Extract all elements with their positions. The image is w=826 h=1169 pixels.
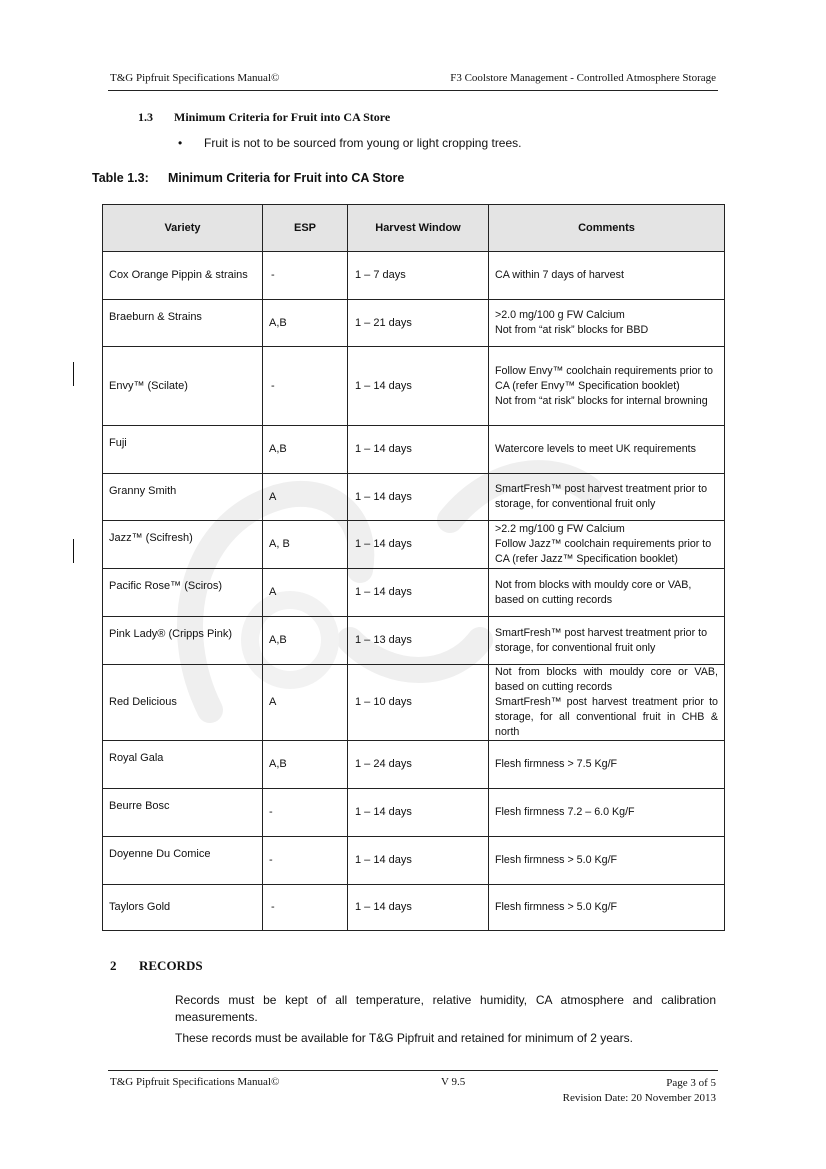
esp-cell: - [263,347,348,426]
footer-page-info [563,1076,716,1106]
esp-cell: A, B [263,521,348,569]
comments-cell: CA within 7 days of harvest [489,252,725,300]
table-row [103,474,725,521]
comments-cell: SmartFresh™ post harvest treatment prior to storage, for conventional fruit only [489,617,725,665]
esp-cell: A,B [263,741,348,789]
variety-cell: Red Delicious [103,665,263,741]
revision-change-bar [73,539,74,563]
esp-cell: A,B [263,300,348,347]
section-heading [138,110,390,125]
comments-cell: Not from blocks with mouldy core or VAB, based on cutting records SmartFresh™ post harvest treatment prior to storage, for all conventional fruit in CHB & north [489,665,725,741]
comments-cell: Flesh firmness > 5.0 Kg/F [489,837,725,885]
bullet-text: Fruit is not to be sourced from young or light cropping trees. [204,136,522,150]
esp-cell: - [263,837,348,885]
esp-cell: - [263,885,348,931]
harvest-window-cell: 1 – 14 days [348,426,489,474]
variety-cell: Pink Lady® (Cripps Pink) [103,617,263,665]
comments-cell: Follow Envy™ coolchain requirements prior to CA (refer Envy™ Specification booklet) Not from “at risk” blocks for internal browning [489,347,725,426]
section-title: RECORDS [139,958,203,973]
esp-cell: A [263,569,348,617]
harvest-window-cell: 1 – 10 days [348,665,489,741]
variety-cell: Pacific Rose™ (Sciros) [103,569,263,617]
variety-cell: Granny Smith [103,474,263,521]
comments-cell: Flesh firmness > 5.0 Kg/F [489,885,725,931]
harvest-window-cell: 1 – 14 days [348,837,489,885]
variety-cell: Braeburn & Strains [103,300,263,347]
column-header-comments: Comments [489,205,725,252]
table-row [103,789,725,837]
harvest-window-cell: 1 – 14 days [348,885,489,931]
footer-version: V 9.5 [441,1076,466,1088]
revision-change-bar [73,362,74,386]
column-header-esp: ESP [263,205,348,252]
variety-cell: Taylors Gold [103,885,263,931]
harvest-window-cell: 1 – 21 days [348,300,489,347]
table-row [103,741,725,789]
section-number: 2 [110,958,117,973]
variety-cell: Envy™ (Scilate) [103,347,263,426]
table-row [103,300,725,347]
footer-page-number: Page 3 of 5 [666,1077,716,1089]
footer-manual-title: T&G Pipfruit Specifications Manual© [110,1076,280,1088]
comments-cell: Flesh firmness > 7.5 Kg/F [489,741,725,789]
table-row [103,617,725,665]
variety-cell: Cox Orange Pippin & strains [103,252,263,300]
body-paragraph: Records must be kept of all temperature, relative humidity, CA atmosphere and calibration measurements. [175,993,716,1024]
table-caption-title: Minimum Criteria for Fruit into CA Store [168,171,405,185]
harvest-window-cell: 1 – 14 days [348,521,489,569]
table-row [103,521,725,569]
table-row [103,665,725,741]
variety-cell: Fuji [103,426,263,474]
esp-cell: - [263,252,348,300]
table-row [103,837,725,885]
table-row [103,252,725,300]
harvest-window-cell: 1 – 14 days [348,347,489,426]
table-row [103,885,725,931]
table-caption [92,171,404,185]
variety-cell: Jazz™ (Scifresh) [103,521,263,569]
header-manual-title: T&G Pipfruit Specifications Manual© [110,72,280,84]
section-heading [110,958,203,974]
harvest-window-cell: 1 – 14 days [348,789,489,837]
criteria-table [102,204,725,931]
bullet-icon: • [178,136,183,150]
harvest-window-cell: 1 – 24 days [348,741,489,789]
esp-cell: A [263,665,348,741]
header-divider [108,90,718,91]
esp-cell: - [263,789,348,837]
table-header-row [103,205,725,252]
table-row [103,426,725,474]
footer-divider [108,1070,718,1071]
bullet-item [178,136,522,150]
header-section-title: F3 Coolstore Management - Controlled Atmosphere Storage [450,72,716,84]
table-row [103,569,725,617]
harvest-window-cell: 1 – 14 days [348,569,489,617]
esp-cell: A,B [263,426,348,474]
harvest-window-cell: 1 – 14 days [348,474,489,521]
table-row [103,347,725,426]
variety-cell: Doyenne Du Comice [103,837,263,885]
comments-cell: Not from blocks with mouldy core or VAB, based on cutting records [489,569,725,617]
comments-cell: SmartFresh™ post harvest treatment prior to storage, for conventional fruit only [489,474,725,521]
variety-cell: Royal Gala [103,741,263,789]
comments-cell: >2.0 mg/100 g FW Calcium Not from “at risk” blocks for BBD [489,300,725,347]
body-paragraph: These records must be available for T&G Pipfruit and retained for minimum of 2 years. [175,1031,633,1045]
footer-revision-date: Revision Date: 20 November 2013 [562,1092,716,1104]
comments-cell: >2.2 mg/100 g FW Calcium Follow Jazz™ coolchain requirements prior to CA (refer Jazz™ Specification booklet) [489,521,725,569]
table-caption-label: Table 1.3: [92,171,149,185]
column-header-variety: Variety [103,205,263,252]
column-header-harvest-window: Harvest Window [348,205,489,252]
comments-cell: Flesh firmness 7.2 – 6.0 Kg/F [489,789,725,837]
esp-cell: A,B [263,617,348,665]
variety-cell: Beurre Bosc [103,789,263,837]
harvest-window-cell: 1 – 7 days [348,252,489,300]
harvest-window-cell: 1 – 13 days [348,617,489,665]
esp-cell: A [263,474,348,521]
section-title: Minimum Criteria for Fruit into CA Store [174,110,391,124]
comments-cell: Watercore levels to meet UK requirements [489,426,725,474]
section-number: 1.3 [138,110,153,124]
